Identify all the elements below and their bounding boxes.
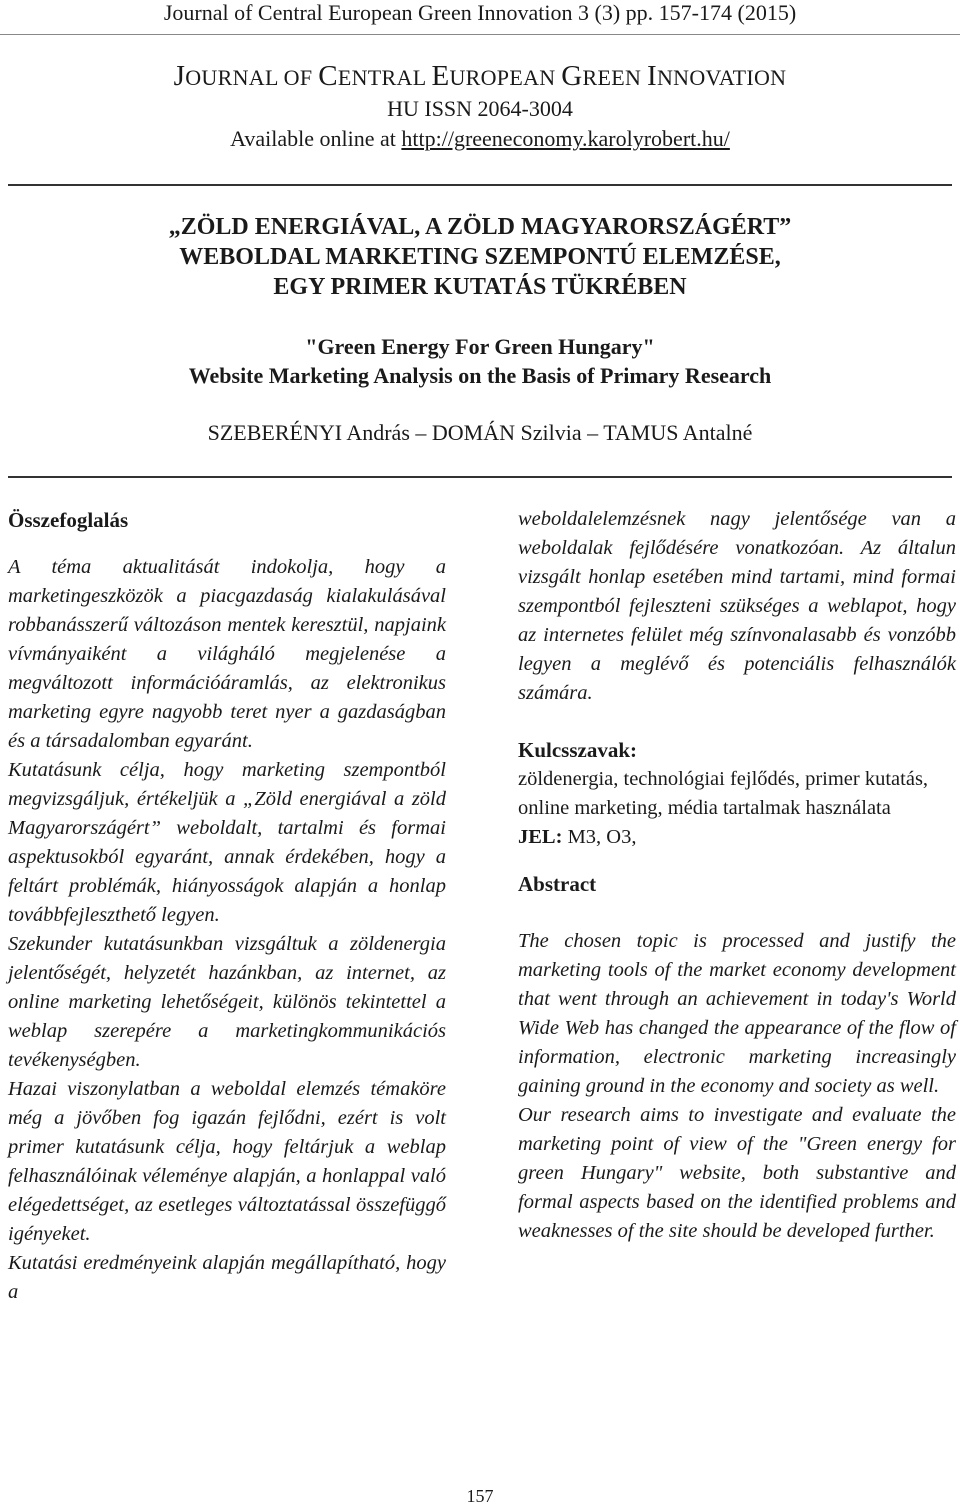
abstract-paragraph: The chosen topic is processed and justify the marketing tools of the market economy development that went through an achievement in today's World Wide Web has changed the appearance of the flow of information, electronic marketing increasingly gaining ground in the economy and society as well. — [518, 930, 956, 1097]
journal-name-initial: C — [318, 60, 338, 92]
journal-name-rest: ENTRAL — [337, 65, 432, 90]
summary-heading: Összefoglalás — [8, 508, 129, 532]
journal-name-rest: NNOVATION — [656, 65, 787, 90]
jel-value: M3, O3, — [562, 826, 637, 848]
title-hungarian — [0, 212, 960, 302]
summary-paragraph: Hazai viszonylatban a weboldal elemzés témaköre még a jövőben fog igazán fejlődni, ezért is volt primer kutatásunk célja, hogy feltárjuk a weblap felhasználóinak véleménye alapján, a honlappal való elégedettséget, az esetleges változtatással összefüggő igényeket. — [8, 1078, 446, 1245]
title-hu-line: WEBOLDAL MARKETING SZEMPONTÚ ELEMZÉSE, — [179, 244, 781, 270]
keywords-heading: Kulcsszavak: — [518, 738, 638, 762]
journal-name-initial: G — [561, 60, 583, 92]
abstract-heading: Abstract — [518, 872, 597, 896]
availability-prefix: Available online at — [230, 126, 402, 151]
journal-name-rest: UROPEAN — [449, 65, 562, 90]
title-english — [0, 332, 960, 390]
summary-continuation: weboldalelemzésnek nagy jelentősége van a weboldalak fejlődésére vonatkozóan. Az általun vizsgált honlap esetében mind tartami, mind formai szempontból fejleszteni szükséges a weblapot, hogy az internetes felület még színvonalasabb és vonzóbb legyen a meglévő és potenciális felhasználók számára. — [518, 508, 956, 704]
journal-name-rest: REEN — [582, 65, 647, 90]
right-column — [518, 505, 956, 1246]
journal-url-link[interactable]: http://greeneconomy.karolyrobert.hu/ — [401, 126, 730, 151]
journal-name-initial: J — [173, 60, 186, 92]
title-hu-line: EGY PRIMER KUTATÁS TÜKRÉBEN — [273, 274, 687, 300]
abstract-paragraph: Our research aims to investigate and evaluate the marketing point of view of the "Green energy for green Hungary" website, both substantive and formal aspects based on the identified problems and weaknesses of the site should be developed further. — [518, 1104, 956, 1242]
availability-line — [0, 126, 960, 152]
journal-name-rest: OURNAL OF — [185, 65, 319, 90]
journal-name — [0, 60, 960, 93]
summary-paragraph: A téma aktualitását indokolja, hogy a marketingeszközök a piacgazdaság kialakulásával robbanásszerű változáson mentek keresztül, napjaink vívmányaiként a világháló megjelenése a megváltozott információáramlás, az elektronikus marketing egyre nagyobb teret nyer a gazdaságban és a társadalomban egyaránt. — [8, 556, 446, 752]
page-number: 157 — [466, 1486, 494, 1506]
summary-paragraph: Kutatási eredményeink alapján megállapítható, hogy a — [8, 1252, 446, 1303]
left-column — [8, 506, 446, 1307]
summary-paragraph: Szekunder kutatásunkban vizsgáltuk a zöldenergia jelentőségét, helyzetét hazánkban, az internet, az online marketing lehetőségeit, különös tekintettel a weblap szerepére a marketingkommunikációs tevékenységben. — [8, 933, 446, 1071]
title-hu-line: „ZÖLD ENERGIÁVAL, A ZÖLD MAGYARORSZÁGÉRT” — [168, 214, 792, 240]
journal-name-initial: E — [431, 60, 450, 92]
journal-issn: HU ISSN 2064-3004 — [387, 96, 573, 121]
summary-paragraph: Kutatásunk célja, hogy marketing szempontból megvizsgáljuk, értékeljük a „Zöld energiával a zöld Magyarországért” weboldalt, tartalmi és formai aspektusokból egyaránt, annak érdekében, hogy a feltárt problémák, hiányosságok alapján a honlap továbbfejleszthető legyen. — [8, 759, 446, 926]
title-top-rule — [8, 184, 952, 186]
jel-line — [518, 823, 956, 852]
journal-name-initial: I — [646, 60, 657, 92]
jel-label: JEL: — [518, 826, 563, 848]
keywords-text: zöldenergia, technológiai fejlődés, primer kutatás, online marketing, média tartalmak használata — [518, 768, 929, 819]
authors: SZEBERÉNYI András – DOMÁN Szilvia – TAMUS Antalné — [207, 420, 753, 445]
title-en-line: "Green Energy For Green Hungary" — [305, 334, 655, 359]
running-header: Journal of Central European Green Innovation 3 (3) pp. 157-174 (2015) — [163, 0, 797, 25]
title-en-line: Website Marketing Analysis on the Basis of Primary Research — [188, 363, 772, 388]
title-bottom-rule — [8, 476, 952, 478]
header-divider — [0, 34, 960, 35]
